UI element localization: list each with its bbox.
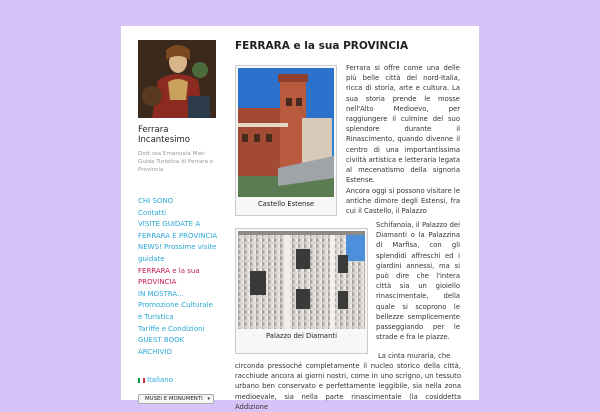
menu-item-archivio[interactable]: ARCHIVIO	[138, 347, 172, 356]
menu-item-chi-sono[interactable]: CHI SONO	[138, 197, 174, 205]
paragraph-dimore-start: Ancora oggi si possono visitare le antiche dimore degli Estensi, fra cui il Castello, il Palazzo	[346, 187, 460, 216]
menu-item-in-mostra[interactable]: IN MOSTRA...	[138, 289, 184, 298]
sidebar	[138, 40, 218, 404]
paragraph-mura-continued: circonda pressoché completamente il nucleo storico della città, racchiude ancora ai giorni nostri, come in uno scrigno, un tessuto urbano ben conservato e perfettamente leggibile, sia nella zona medioevale, sia nella parte rinascimentale (la cosiddetta Addizione	[235, 362, 461, 411]
menu-item-news[interactable]: NEWS! Prossime visite guidate	[138, 243, 217, 263]
menu-item-ferrara-provincia[interactable]: FERRARA e la sua PROVINCIA	[138, 266, 200, 287]
figure-caption: Castello Estense	[257, 200, 315, 208]
menu-item-visite-guidate[interactable]: VISITE GUIDATE A FERRARA E PROVINCIA	[138, 220, 218, 240]
menu-item-promozione[interactable]: Promozione Culturale e Turistica	[138, 301, 213, 321]
category-select-value: MUSEI E MONUMENTI	[145, 396, 203, 403]
italy-flag-icon	[138, 378, 145, 383]
main-menu	[138, 196, 218, 358]
castello-estense-image[interactable]	[238, 68, 334, 197]
menu-item-tariffe[interactable]: Tariffe e Condizioni	[138, 324, 205, 333]
paragraph-mura-start: La cinta muraria, che	[378, 352, 451, 360]
figure-caption: Palazzo dei Diamanti	[266, 332, 337, 340]
language-switcher[interactable]	[138, 376, 218, 384]
menu-item-guest-book[interactable]: GUEST BOOK	[138, 336, 185, 345]
site-description: Dott.ssa Emanuela Mari Guida Turistica di Ferrara e Provincia	[138, 151, 214, 173]
palazzo-diamanti-image[interactable]	[238, 231, 365, 329]
chevron-down-icon: ▾	[207, 396, 210, 403]
figure-palazzo-diamanti	[235, 228, 368, 354]
figure-castello-estense	[235, 65, 337, 216]
site-title[interactable]: Ferrara Incantesimo	[138, 125, 190, 145]
article-content	[235, 40, 463, 411]
paragraph-dimore-continued: Schifanoia, il Palazzo dei Diamanti o la Palazzina di Marfisa, con gli splendidi affreschi ed i giardini annessi, ma si può dire che l'intera città sia un gioiello rinascimentale, della quale si scoprono le bellezze semplicemente passeggiando per le strade e fra le piazze.	[376, 221, 460, 342]
category-select[interactable]	[138, 394, 214, 404]
page-container	[121, 26, 479, 411]
page-title: FERRARA e la sua PROVINCIA	[235, 40, 409, 52]
paragraph-intro: Ferrara si offre come una delle più belle città del nord-Italia, ricca di storia, arte e cultura. La sua storia prende le mosse nell'Alto Medioevo, per raggiungere il culmine del suo splendore durante il Rinascimento, quando divenne il centro di una importantissima civiltà artistica e letteraria legata al mecenatismo della signoria Estense.	[346, 64, 460, 185]
site-logo-portrait[interactable]	[138, 40, 216, 118]
language-label: Italiano	[147, 376, 173, 385]
menu-item-contatti[interactable]: Contatti	[138, 208, 167, 217]
